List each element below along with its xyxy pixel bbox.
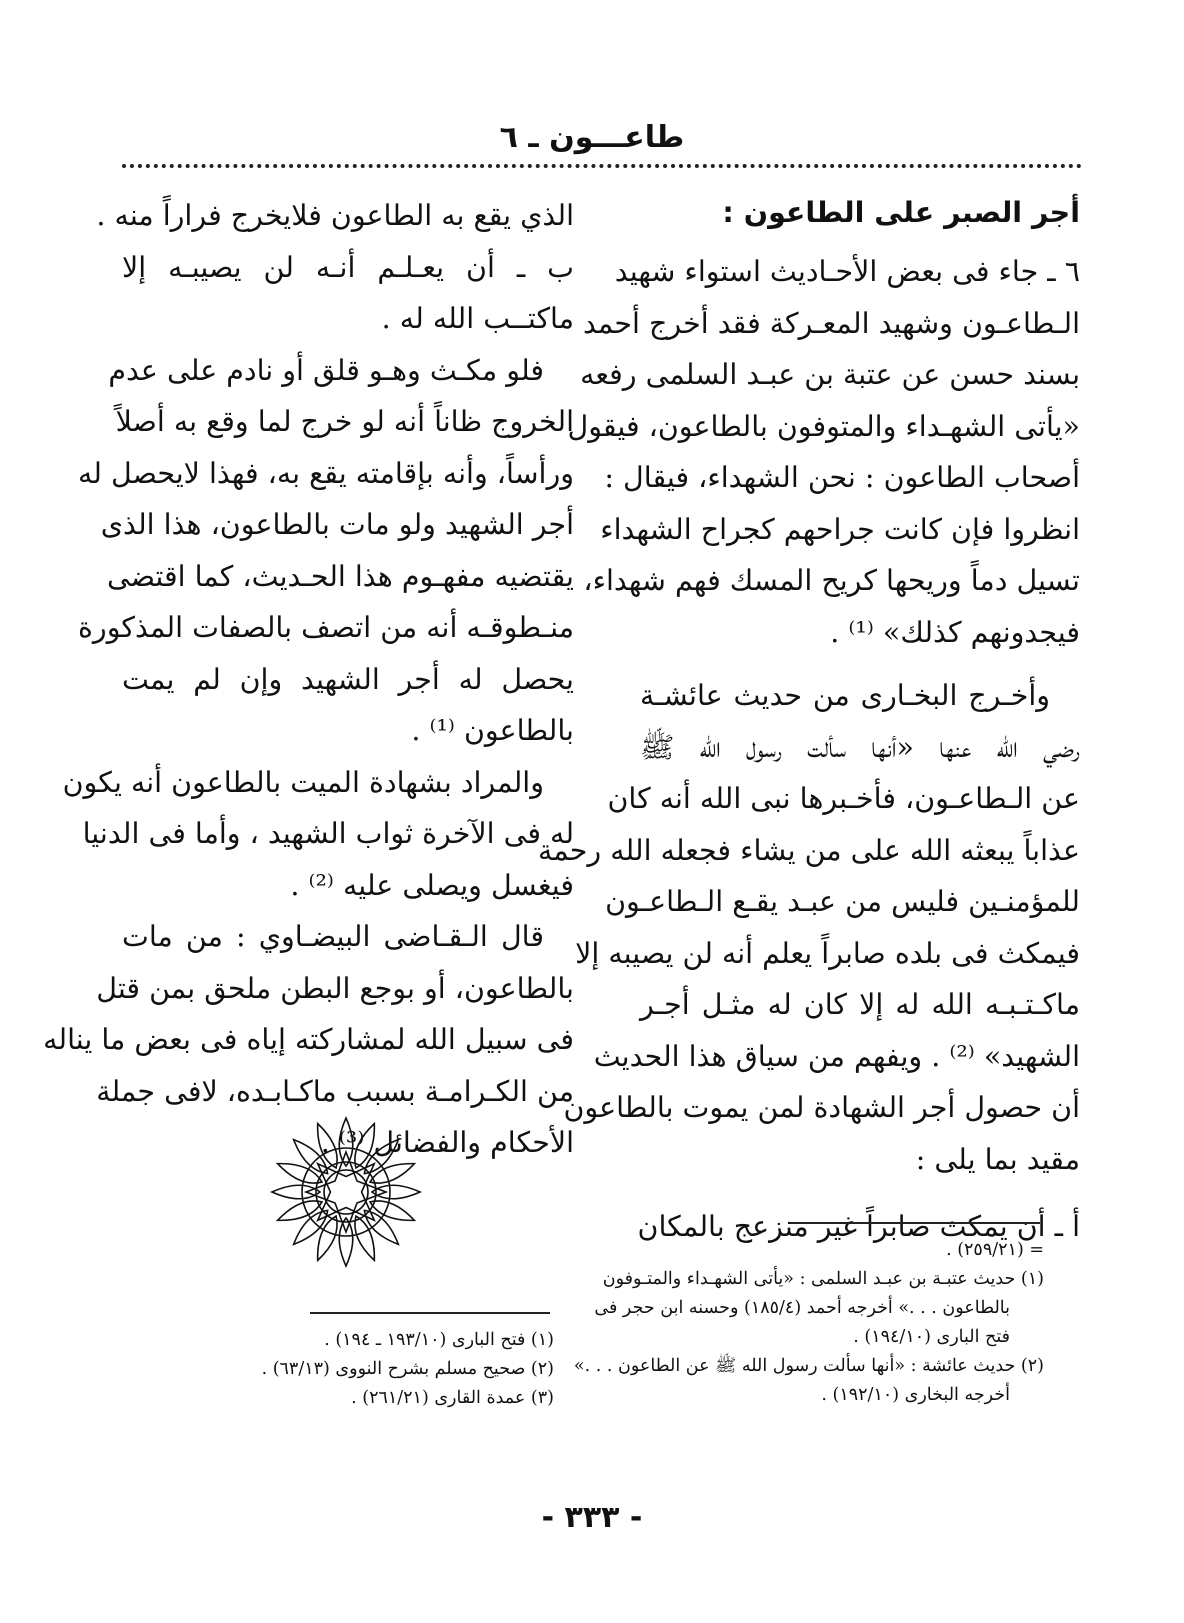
text-line: الـطاعـون وشهيد المعـركة فقد أخرج أحمد [582, 306, 1080, 340]
text-line: عذاباً يبعثه الله على من يشاء فجعله الله رحمة [538, 833, 1080, 867]
footnote-line: (١) فتح البارى (١٩٣/١٠ ـ ١٩٤) . [324, 1330, 554, 1350]
text-line: وأخـرج البخـارى من حديث عائشـة [640, 679, 1050, 712]
footnote-line: (٢) صحيح مسلم بشرح النووى (٦٣/١٣) . [261, 1359, 554, 1379]
text-line: أصحاب الطاعون : نحن الشهداء، فيقال : [604, 461, 1080, 494]
right-paragraph-1 [567, 246, 1080, 658]
text-line: أجر الشهيد ولو مات بالطاعون، هذا الذى [100, 508, 574, 541]
left-paragraph-1 [96, 190, 574, 242]
text-line: أ ـ أن يمكث صابراً غير منزعج بالمكان [637, 1210, 1080, 1243]
left-column [43, 186, 574, 1169]
text-line: بالطاعون ⁽¹⁾ . [411, 714, 574, 747]
text-line: يحصل له أجر الشهيد وإن لم يمت [122, 662, 574, 696]
footnote-line: فتح البارى (١٩٤/١٠) . [853, 1327, 1010, 1347]
text-line: فيغسل ويصلى عليه ⁽²⁾ . [290, 868, 574, 902]
text-line: فلو مكـث وهـو قلق أو نادم على عدم [108, 353, 544, 387]
footnotes-right [573, 1236, 1044, 1410]
text-line: الشهيد» ⁽²⁾ . ويفهم من سياق هذا الحديث [593, 1039, 1080, 1073]
left-paragraph-3 [78, 345, 574, 757]
text-line: الذي يقع به الطاعون فلايخرج فراراً منه . [96, 199, 574, 232]
text-line: تسيل دماً وريحها كريح المسك فهم شهداء، [583, 564, 1080, 597]
text-line: ٦ ـ جاء فى بعض الأحـاديث استواء شهيد [614, 255, 1080, 288]
text-line: له فى الآخرة ثواب الشهيد ، وأما فى الدنيا [82, 817, 574, 850]
section-heading: أجر الصبر على الطاعون : [722, 196, 1080, 229]
left-paragraph-4 [62, 757, 574, 912]
footnote-line: (٣) عمدة القارى (٢٦١/٢١) . [351, 1388, 554, 1408]
text-line: ماكتــب الله له . [381, 302, 574, 335]
text-line: منـطوقـه أنه من اتصف بالصفات المذكورة [78, 611, 574, 644]
footnote-rule-right [790, 1222, 1040, 1224]
footnotes-left [224, 1326, 554, 1413]
page-number: - ٣٣٣ - [541, 1500, 643, 1535]
footnote-line: أخرجه البخارى (١٩٢/١٠) . [821, 1385, 1010, 1405]
left-paragraph-2 [122, 242, 574, 345]
right-paragraph-2 [538, 670, 1080, 1185]
text-line: والمراد بشهادة الميت بالطاعون أنه يكون [62, 765, 544, 799]
text-line: قال الـقـاضى البيضـاوي : من مات [122, 920, 544, 953]
text-line: أن حصول أجر الشهادة لمن يموت بالطاعون [563, 1091, 1080, 1124]
text-line: «يأتى الشهـداء والمتوفون بالطاعون، فيقول [567, 409, 1080, 443]
footnote-rule-left [310, 1312, 550, 1314]
star-ornament-icon [268, 1114, 424, 1270]
text-line: الأحكام والفضائل ⁽³⁾ . [320, 1126, 574, 1159]
text-line: ماكـتـبـه الله له إلا كان له مثـل أجـر [640, 988, 1080, 1021]
text-line: رضي الله عنها «أنها سألت رسول الله ﷺ [640, 730, 1080, 764]
text-line: انظروا فإن كانت جراحهم كجراح الشهداء [600, 512, 1080, 546]
text-line: بسند حسن عن عتبة بن عبـد السلمى رفعه [580, 358, 1080, 391]
text-line: ب ـ أن يعـلـم أنـه لن يصيبـه إلا [122, 250, 574, 284]
footnote-line: = (٢٥٩/٢١) . [946, 1240, 1044, 1260]
text-line: الخروج ظاناً أنه لو خرج لما وقع به أصلاً [115, 405, 574, 438]
text-line: للمؤمنـين فليس من عبـد يقـع الـطاعـون [605, 885, 1080, 918]
text-line: فيجدونهم كذلك» ⁽¹⁾ . [830, 615, 1080, 649]
text-line: فيمكث فى بلده صابراً يعلم أنه لن يصيبه إلا [575, 936, 1080, 970]
text-line: يقتضيه مفهـوم هذا الحـديث، كما اقتضى [106, 559, 574, 593]
running-header: طاعـــون ـ ٦ [499, 120, 685, 155]
text-line: بالطاعون، أو بوجع البطن ملحق بمن قتل [96, 971, 574, 1005]
text-line: عن الـطاعـون، فأخـبرها نبى الله أنه كان [607, 782, 1080, 815]
footnote-line: (١) حديث عتبـة بن عبـد السلمى : «يأتى الشهـداء والمتـوفون [602, 1269, 1044, 1289]
footnote-line: (٢) حديث عائشة : «أنها سألت رسول الله ﷺ عن الطاعون . . .» [573, 1356, 1044, 1376]
footnote-line: بالطاعون . . .» أخرجه أحمد (١٨٥/٤) وحسنه ابن حجر فى [594, 1298, 1010, 1318]
right-column [538, 186, 1080, 1253]
text-line: ورأساً، وأنه بإقامته يقع به، فهذا لايحصل له [78, 456, 574, 490]
header-dotted-rule [122, 164, 1082, 168]
text-line: مقيد بما يلى : [915, 1142, 1080, 1176]
text-line: من الكـرامـة بسبب ماكـابـده، لافى جملة [96, 1074, 574, 1108]
text-line: فى سبيل الله لمشاركته إياه فى بعض ما يناله [43, 1023, 574, 1056]
